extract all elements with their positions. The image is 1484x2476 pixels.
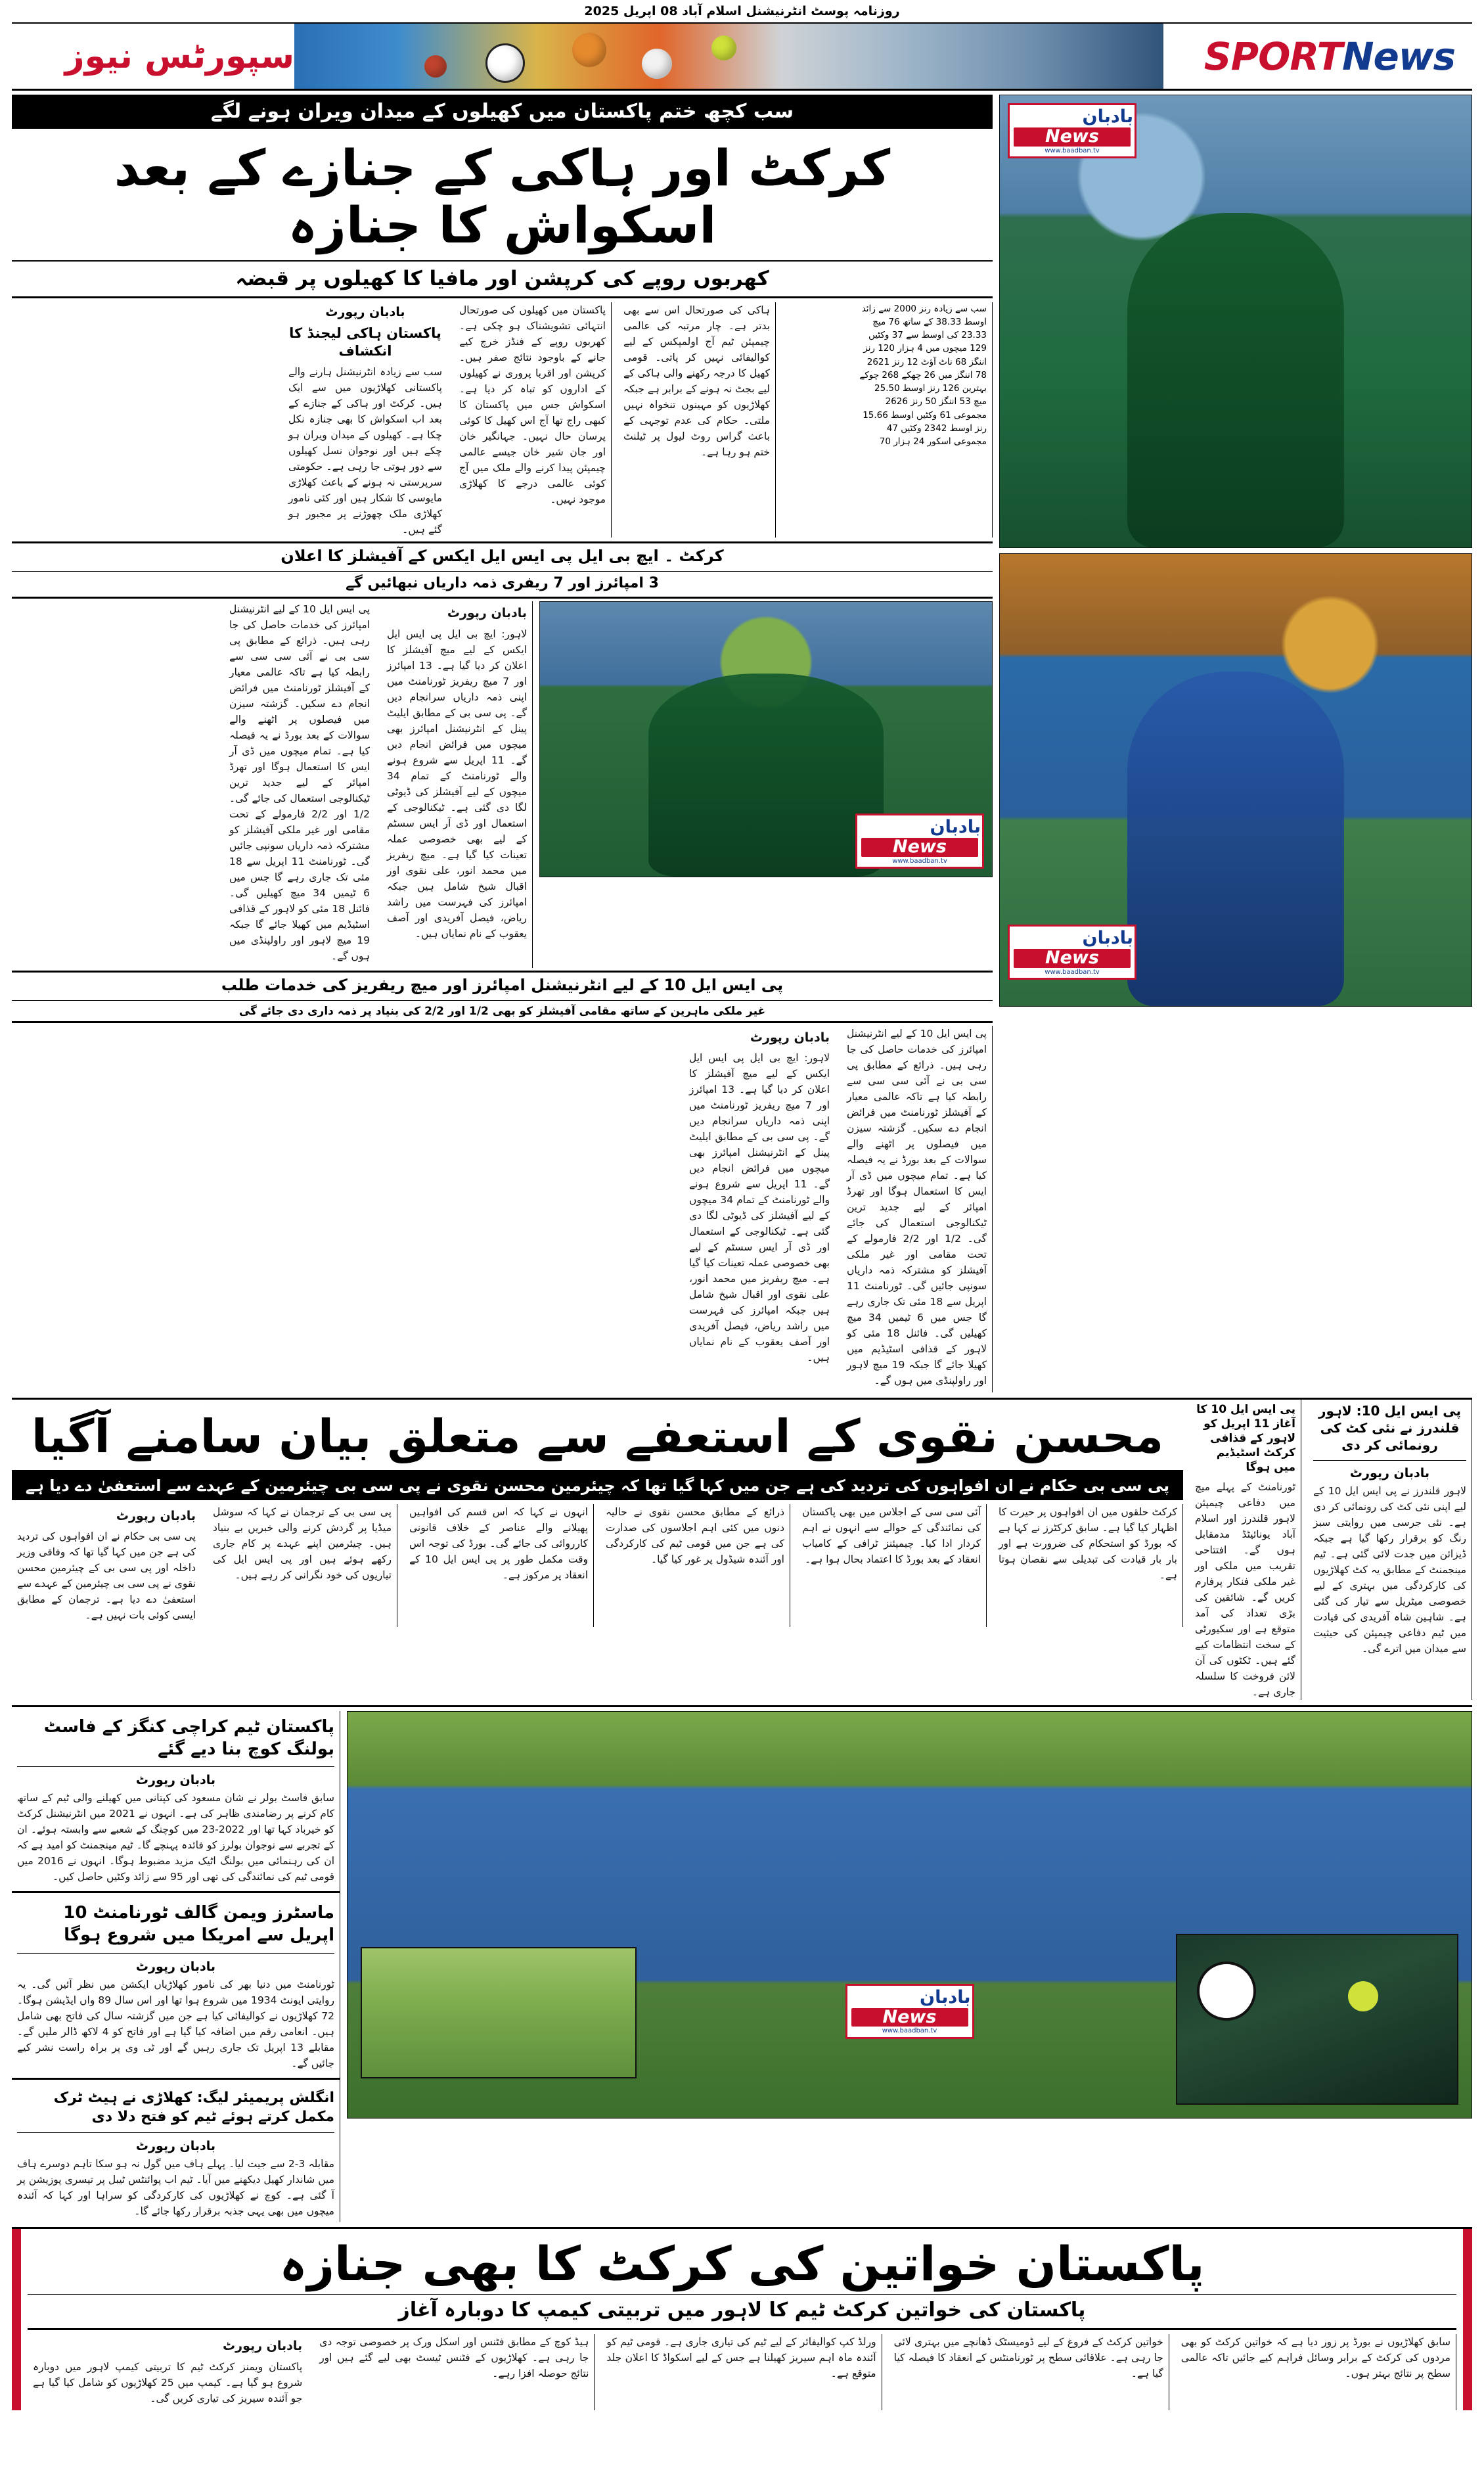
stat-list bbox=[788, 302, 987, 449]
stat-row: اننگز 68 ناٹ آؤٹ 12 رنز 2621 bbox=[866, 356, 987, 367]
basketball-icon bbox=[572, 33, 606, 67]
photo-kohli-batting bbox=[999, 553, 1472, 1007]
lead-content-column bbox=[12, 95, 993, 1392]
footer-col-1 bbox=[28, 2334, 307, 2410]
mohsin-subhead: پی سی بی حکام نے ان افواہوں کی تردید کی ہے جن میں کہا گیا تھا کہ چیئرمین محسن نقوی نے پی سی بی چیئرمین کے عہدے سے استعفیٰ دے دیا ہے bbox=[12, 1471, 1183, 1500]
byline: بادبان رپورٹ bbox=[447, 606, 527, 621]
footer-paragraph: پاکستان ویمنز کرکٹ ٹیم کا تربیتی کیمپ لاہور میں دوبارہ شروع ہو گیا ہے۔ کیمپ میں 25 کھلاڑیوں کو شامل کیا گیا ہے جو آئندہ سیریز کی تیاری کریں گی۔ bbox=[32, 2360, 303, 2404]
watermark-urdu: بادبان bbox=[920, 1986, 971, 2007]
footer-red-stripe bbox=[1463, 2229, 1472, 2410]
footer-col-3 bbox=[601, 2334, 882, 2410]
stat-row: 23.33 کی اوسط سے 37 وکٹیں bbox=[868, 330, 987, 341]
lead-body-row bbox=[12, 302, 993, 538]
lead-body-col-2 bbox=[618, 302, 776, 538]
footer-paragraph: سابق کھلاڑیوں نے بورڈ پر زور دیا ہے کہ خواتین کرکٹ کو بھی مردوں کی کرکٹ کے برابر وسائل فراہم کیے جائیں تاکہ عالمی سطح پر نتائج بہتر ہوں۔ bbox=[1180, 2336, 1450, 2380]
psl-official-body-row bbox=[12, 601, 993, 968]
stat-row: مجموعی اسکور 24 ہزار 70 bbox=[879, 436, 987, 447]
byline: بادبان رپورٹ bbox=[1349, 1466, 1430, 1481]
mohsin-col-6 bbox=[993, 1504, 1183, 1628]
watermark-url: www.baadban.tv bbox=[892, 857, 947, 865]
lead-headline: کرکٹ اور ہاکی کے جنازے کے بعد اسکواش کا جنازہ bbox=[12, 129, 993, 262]
player-figure bbox=[648, 674, 884, 877]
stat-row: اوسط 38.33 کے ساتھ 76 میچ bbox=[872, 316, 987, 327]
stat-row: رنز اوسط 2342 وکٹیں 47 bbox=[886, 423, 987, 434]
psl-services-body: پی ایس ایل 10 کے لیے انٹرنیشنل امپائرز کی خدمات حاصل کی جا رہی ہیں۔ ذرائع کے مطابق پی سی بی نے آئی سی سی سے رابطہ کیا ہے تاکہ عالمی معیار کے آفیشلز ٹورنامنٹ میں فرائض انجام دے سکیں۔ گزشتہ سیزن میں فیصلوں پر اٹھنے والے سوالات کے بعد بورڈ نے یہ فیصلہ کیا ہے۔ تمام میچوں میں ڈی آر ایس کا استعمال ہوگا اور تھرڈ امپائر کے لیے جدید ترین ٹیکنالوجی استعمال کی جائے گی۔ 1/2 اور 2/2 فارمولے کے تحت مقامی اور غیر ملکی آفیشلز کو مشترکہ ذمہ داریاں سونپی جائیں گی۔ ٹورنامنٹ 11 اپریل سے 18 مئی تک جاری رہے گا جس میں 6 ٹیمیں 34 میچ کھیلیں گی۔ فائنل 18 مئی کو لاہور کے قذافی اسٹیڈیم میں کھیلا جائے گا جبکہ 19 میچ لاہور اور راولپنڈی میں ہوں گے۔ bbox=[847, 1027, 987, 1387]
psl-services-row bbox=[12, 1026, 993, 1392]
date-strip bbox=[12, 0, 1472, 22]
lead-paragraph: ہاکی کی صورتحال اس سے بھی بدتر ہے۔ چار مرتبہ کی عالمی چیمپئن ٹیم آج اولمپکس کے لیے کوالیفائی نہیں کر پاتی۔ قومی کھیل کا درجہ رکھنے والی ہاکی کے لیے بجٹ نہ ہونے کے برابر ہے جبکہ کھلاڑیوں کو مہینوں تنخواہ نہیں ملتی۔ حکام کی عدم توجہی کے باعث گراس روٹ لیول پر ٹیلنٹ ختم ہو رہا ہے۔ bbox=[623, 304, 770, 458]
watermark-news: News bbox=[1014, 127, 1131, 146]
lead-photo-column bbox=[999, 95, 1472, 1392]
byline: بادبان رپورٹ bbox=[750, 1030, 830, 1045]
urdu-logo-text: سپورٹس نیوز bbox=[64, 36, 294, 76]
side-news-col bbox=[12, 1711, 340, 2222]
mohsin-paragraph: آئی سی سی کے اجلاس میں بھی پاکستان کی نمائندگی کے حوالے سے انہوں نے اہم کردار ادا کیا۔ چیمپئنز ٹرافی کے کامیاب انعقاد کے بعد بورڈ کا اعتماد بحال ہوا ہے۔ bbox=[802, 1505, 981, 1565]
team-photo-section bbox=[12, 1711, 1472, 2222]
mohsin-paragraph: کرکٹ حلقوں میں ان افواہوں پر حیرت کا اظہار کیا گیا ہے۔ سابق کرکٹرز نے کہا ہے کہ بورڈ کو استحکام کی ضرورت ہے اور بار بار قیادت کی تبدیلی سے نقصان ہوتا ہے۔ bbox=[999, 1505, 1177, 1581]
mohsin-paragraph: پی سی بی حکام نے ان افواہوں کی تردید کی ہے جن میں کہا گیا تھا کہ وفاقی وزیر داخلہ اور پی سی بی کے چیئرمین محسن نقوی نے پی سی بی چیئرمین کے عہدے سے استعفیٰ دے دیا ہے۔ ترجمان کے مطابق ایسی کوئی بات نہیں ہے۔ bbox=[17, 1530, 196, 1622]
lead-section bbox=[12, 95, 1472, 1392]
team-photo-col bbox=[347, 1711, 1472, 2222]
watermark-badban bbox=[845, 1984, 974, 2039]
watermark-news: News bbox=[851, 2008, 968, 2027]
watermark-badban bbox=[855, 814, 984, 869]
lead-body-col-1 bbox=[454, 302, 612, 538]
stat-row: میچ 53 اننگز 50 رنز 2626 bbox=[885, 396, 987, 407]
masthead bbox=[12, 22, 1472, 91]
photo-col-afridi bbox=[539, 601, 993, 968]
byline: بادبان رپورٹ bbox=[325, 304, 405, 319]
watermark-url: www.baadban.tv bbox=[1045, 147, 1100, 154]
mohsin-headline: محسن نقوی کے استعفے سے متعلق بیان سامنے آگیا bbox=[12, 1400, 1183, 1471]
psl-kit-side-body: ٹورنامنٹ کے پہلے میچ میں دفاعی چیمپئن لاہور قلندرز اور اسلام آباد یونائیٹڈ مدمقابل ہوں گے۔ افتتاحی تقریب میں ملکی اور غیر ملکی فنکار پرفارم کریں گے۔ شائقین کی بڑی تعداد کی آمد متوقع ہے اور سکیورٹی کے سخت انتظامات کیے گئے ہیں۔ ٹکٹوں کی آن لائن فروخت کا سلسلہ جاری ہے۔ bbox=[1195, 1480, 1295, 1698]
lead-stats-col bbox=[782, 302, 993, 538]
watermark-urdu: بادبان bbox=[1082, 927, 1133, 948]
side-news-body: مقابلہ 3-2 سے جیت لیا۔ پہلے ہاف میں گول نہ ہو سکا تاہم دوسرے ہاف میں شاندار کھیل دیکھنے میں آیا۔ ٹیم اب پوائنٹس ٹیبل پر تیسری پوزیشن پر آ گئی ہے۔ کوچ نے کھلاڑیوں کی کارکردگی کو سراہا اور کہا کہ آئندہ میچوں میں بھی یہی جذبہ برقرار رکھا جائے گا۔ bbox=[17, 2158, 334, 2218]
psl-services-col-2 bbox=[842, 1026, 993, 1392]
stat-row: مجموعی 61 وکٹیں اوسط 15.66 bbox=[863, 409, 987, 421]
masthead-logo-left bbox=[1163, 24, 1472, 89]
stat-row: بہترین 126 رنز اوسط 25.50 bbox=[874, 383, 987, 394]
footer-col-2 bbox=[314, 2334, 595, 2410]
side-news-item bbox=[12, 1897, 340, 2074]
side-news-headline: ماسٹرز ویمن گالف ٹورنامنٹ 10 اپریل سے امریکا میں شروع ہوگا bbox=[63, 1903, 334, 1946]
psl-services-headline: پی ایس ایل 10 کے لیے انٹرنیشنل امپائرز اور میچ ریفریز کی خدمات طلب bbox=[221, 976, 784, 995]
football-icon bbox=[1197, 1961, 1256, 2021]
cricket-ball-icon bbox=[424, 55, 447, 78]
masthead-photo-band bbox=[294, 24, 1163, 89]
watermark-badban bbox=[1008, 925, 1136, 980]
side-news-headline: پاکستان ٹیم کراچی کنگز کے فاسٹ بولنگ کوچ بنا دیے گئے bbox=[43, 1716, 334, 1759]
watermark-news: News bbox=[1014, 949, 1131, 967]
tennis-ball-icon bbox=[1348, 1981, 1378, 2011]
logo-sport-text: SPORT bbox=[1203, 34, 1343, 79]
psl-kit-side-col bbox=[1190, 1400, 1301, 1700]
stat-row: سب سے زیادہ رنز 2000 سے زائد bbox=[861, 303, 987, 314]
side-news-item bbox=[12, 2084, 340, 2222]
side-news-body: سابق فاسٹ بولر نے شان مسعود کی کپتانی میں کھیلنے والی ٹیم کے ساتھ کام کرنے پر رضامندی ظاہر کی ہے۔ انہوں نے 2021 میں انٹرنیشنل کرکٹ کو خیرباد کہا تھا اور 2022-23 میں کوچنگ کے شعبے سے وابستہ ہوئے۔ ان کے تجربے سے نوجوان بولرز کو فائدہ پہنچے گا۔ ٹیم مینجمنٹ کو امید ہے کہ ان کی رہنمائی میں بولنگ اٹیک مزید مضبوط ہوگا۔ انہوں نے 2016 میں قومی ٹیم کی نمائندگی کی تھی اور 95 سے زائد وکٹیں حاصل کیں۔ bbox=[17, 1792, 334, 1883]
psl-official-headline: کرکٹ ۔ ایچ بی ایل پی ایس ایل ایکس کے آفیشلز کا اعلان bbox=[281, 547, 724, 566]
lead-right-head: پاکستان ہاکی لیجنڈ کا انکشاف bbox=[289, 325, 441, 359]
watermark-urdu: بادبان bbox=[1082, 106, 1133, 127]
mohsin-main bbox=[12, 1400, 1183, 1700]
lead-right-text: سب سے زیادہ انٹرنیشنل ہارنے والے پاکستانی کھلاڑیوں میں سے ایک ہیں۔ کرکٹ اور ہاکی کے جنازے کے بعد اب اسکواش کا بھی جنازہ نکل چکا ہے۔ کھیلوں کے میدان ویران ہو چکے ہیں اور نوجوان نسل کھیلوں سے دور ہوتی جا رہی ہے۔ حکومتی سرپرستی نہ ہونے کے باعث کھلاڑی مایوسی کا شکار ہیں اور کئی نامور کھلاڑی ملک چھوڑنے پر مجبور ہو گئے ہیں۔ bbox=[288, 366, 442, 536]
side-news-headline: انگلش پریمیئر لیگ: کھلاڑی نے ہیٹ ٹرک مکمل کرتے ہوئے ٹیم کو فتح دلا دی bbox=[53, 2090, 334, 2125]
mohsin-col-2 bbox=[208, 1504, 397, 1628]
byline: بادبان رپورٹ bbox=[135, 1773, 216, 1788]
psl-kit-body: لاہور قلندرز نے پی ایس ایل 10 کے لیے اپنی نئی کٹ کی رونمائی کر دی ہے۔ نئی جرسی میں روایتی سبز رنگ کو برقرار رکھا گیا ہے جبکہ ڈیزائن میں جدت لائی گئی ہے۔ ٹیم مینجمنٹ کے مطابق یہ کٹ کھلاڑیوں کی کارکردگی میں بہتری کے لیے خصوصی میٹریل سے تیار کی گئی ہے۔ شاہین شاہ آفریدی کی قیادت میں ٹیم دفاعی چیمپئن کی حیثیت سے میدان میں اترے گی۔ bbox=[1313, 1485, 1466, 1655]
photo-inset-cricket-pitch bbox=[361, 1947, 637, 2078]
player-figure bbox=[1127, 672, 1344, 1006]
tennis-ball-icon bbox=[711, 35, 736, 60]
footer-headline: پاکستان خواتین کی کرکٹ کا بھی جنازہ bbox=[279, 2236, 1205, 2292]
mohsin-col-5 bbox=[797, 1504, 987, 1628]
mohsin-columns bbox=[12, 1504, 1183, 1628]
watermark-news: News bbox=[861, 838, 978, 856]
byline: بادبان رپورٹ bbox=[223, 2339, 303, 2354]
mohsin-section bbox=[12, 1400, 1472, 1700]
stat-row: 129 میچوں میں 4 ہزار 120 رنز bbox=[863, 343, 987, 354]
footer-red-stripe bbox=[12, 2229, 21, 2410]
psl-services-col-1 bbox=[684, 1026, 835, 1392]
watermark-badban bbox=[1008, 103, 1136, 158]
footer-paragraph: خواتین کرکٹ کے فروغ کے لیے ڈومیسٹک ڈھانچے میں بہتری لائی جا رہی ہے۔ علاقائی سطح پر ٹورنامنٹس کے انعقاد کا فیصلہ کیا گیا ہے۔ bbox=[893, 2336, 1163, 2380]
player-figure bbox=[1127, 213, 1344, 547]
watermark-url: www.baadban.tv bbox=[1045, 968, 1100, 976]
volleyball-icon bbox=[642, 49, 672, 79]
lead-subhead: کھربوں روپے کی کرپشن اور مافیا کا کھیلوں پر قبضہ bbox=[12, 262, 993, 298]
masthead-logo-right bbox=[12, 24, 294, 89]
photo-fakhar-celebration bbox=[999, 95, 1472, 548]
psl-official-col-b bbox=[382, 601, 533, 968]
footer-subhead: پاکستان کی خواتین کرکٹ ٹیم کا لاہور میں تربیتی کیمپ کا دوبارہ آغاز bbox=[398, 2299, 1086, 2322]
side-news-item bbox=[12, 1711, 340, 1888]
football-icon bbox=[485, 43, 525, 83]
lead-kicker: سب کچھ ختم پاکستان میں کھیلوں کے میدان ویران ہونے لگے bbox=[12, 95, 993, 129]
watermark-urdu: بادبان bbox=[930, 816, 981, 837]
psl-official-subline: 3 امپائرز اور 7 ریفری ذمہ داریاں نبھائیں گے bbox=[346, 574, 659, 591]
lead-paragraph: پاکستان میں کھیلوں کی صورتحال انتہائی تشویشناک ہو چکی ہے۔ کھربوں روپے کے فنڈز خرچ کیے جانے کے باوجود نتائج صفر ہیں۔ کرپشن اور اقربا پروری نے کھیلوں کے اداروں کو تباہ کر دیا ہے۔ اسکواش جس میں پاکستان کا کبھی راج تھا آج اس کھیل کا کوئی پرسان حال نہیں۔ جہانگیر خان اور جان شیر خان جیسے عالمی چیمپئن پیدا کرنے والے ملک میں آج کوئی عالمی درجے کا کھلاڑی موجود نہیں۔ bbox=[459, 304, 606, 505]
footer-columns bbox=[28, 2334, 1456, 2410]
footer-col-5 bbox=[1176, 2334, 1456, 2410]
byline: بادبان رپورٹ bbox=[135, 2139, 216, 2154]
side-news-body: ٹورنامنٹ میں دنیا بھر کی نامور کھلاڑیاں ایکشن میں نظر آئیں گی۔ یہ روایتی ایونٹ 1934 میں شروع ہوا تھا اور اس سال 89 واں ایڈیشن ہوگا۔ 72 کھلاڑیوں نے کوالیفائی کیا ہے جن میں گزشتہ سال کی فاتح بھی شامل ہیں۔ انعامی رقم میں اضافہ کیا گیا ہے اور فاتح کو 4 لاکھ ڈالر ملیں گے۔ مقابلے 13 اپریل تک جاری رہیں گے اور ٹی وی پر براہ راست نشر کیے جائیں گے۔ bbox=[17, 1979, 334, 2070]
psl-services-body: لاہور: ایچ بی ایل پی ایس ایل ایکس کے لیے میچ آفیشلز کا اعلان کر دیا گیا ہے۔ 13 امپائرز اور 7 میچ ریفریز ٹورنامنٹ میں اپنی ذمہ داریاں سرانجام دیں گے۔ پی سی بی کے مطابق ایلیٹ پینل کے انٹرنیشنل امپائرز بھی میچوں میں فرائض انجام دیں گے۔ 11 اپریل سے شروع ہونے والے ٹورنامنٹ کے تمام 34 میچوں کے لیے آفیشلز کی ڈیوٹی لگا دی گئی ہے۔ ٹیکنالوجی کے استعمال اور ڈی آر ایس سسٹم کے لیے بھی خصوصی عملہ تعینات کیا گیا ہے۔ میچ ریفریز میں محمد انور، علی نقوی اور اقبال شیخ شامل ہیں جبکہ امپائرز کی فہرست میں راشد ریاض، فیصل آفریدی اور آصف یعقوب کے نام نمایاں ہیں۔ bbox=[689, 1052, 830, 1364]
psl-services-subhead: غیر ملکی ماہرین کے ساتھ مقامی آفیشلز کو بھی 1/2 اور 2/2 کی بنیاد پر ذمہ داری دی جائے گی bbox=[238, 1004, 766, 1018]
mohsin-col-3 bbox=[404, 1504, 594, 1628]
footer-paragraph: ورلڈ کپ کوالیفائر کے لیے ٹیم کی تیاری جاری ہے۔ قومی ٹیم کو آئندہ ماہ اہم سیریز کھیلنا ہے جس کے لیے اسکواڈ کا اعلان جلد متوقع ہے۔ bbox=[606, 2336, 876, 2380]
mohsin-paragraph: انہوں نے کہا کہ اس قسم کی افواہیں پھیلانے والے عناصر کے خلاف قانونی کارروائی کی جائے گی۔ بورڈ کی توجہ اس وقت مکمل طور پر پی ایس ایل 10 کے انعقاد پر مرکوز ہے۔ bbox=[409, 1505, 589, 1581]
footer-section bbox=[12, 2229, 1472, 2410]
footer-col-4 bbox=[889, 2334, 1169, 2410]
psl-kit-col bbox=[1308, 1400, 1472, 1700]
photo-football-team bbox=[347, 1711, 1472, 2119]
photo-inset-sports-equipment bbox=[1176, 1934, 1458, 2105]
psl-kit-headline: پی ایس ایل 10: لاہور قلندرز نے نئی کٹ کی رونمائی کر دی bbox=[1318, 1403, 1461, 1454]
psl-official-col-a bbox=[224, 601, 375, 968]
logo-news-text: News bbox=[1342, 34, 1455, 79]
photo-player-batting bbox=[539, 601, 993, 877]
watermark-url: www.baadban.tv bbox=[882, 2027, 937, 2035]
psl-official-body: لاہور: ایچ بی ایل پی ایس ایل ایکس کے لیے میچ آفیشلز کا اعلان کر دیا گیا ہے۔ 13 امپائرز اور 7 میچ ریفریز ٹورنامنٹ میں اپنی ذمہ داریاں سرانجام دیں گے۔ پی سی بی کے مطابق ایلیٹ پینل کے انٹرنیشنل امپائرز بھی میچوں میں فرائض انجام دیں گے۔ 11 اپریل سے شروع ہونے والے ٹورنامنٹ کے تمام 34 میچوں کے لیے آفیشلز کی ڈیوٹی لگا دی گئی ہے۔ ٹیکنالوجی کے استعمال اور ڈی آر ایس سسٹم کے لیے بھی خصوصی عملہ تعینات کیا گیا ہے۔ میچ ریفریز میں محمد انور، علی نقوی اور اقبال شیخ شامل ہیں جبکہ امپائرز کی فہرست میں راشد ریاض، فیصل آفریدی اور آصف یعقوب کے نام نمایاں ہیں۔ bbox=[387, 628, 527, 940]
mohsin-paragraph: ذرائع کے مطابق محسن نقوی نے حالیہ دنوں میں کئی اہم اجلاسوں کی صدارت کی ہے جن میں قومی ٹیم کی کارکردگی اور آئندہ شیڈول پر غور کیا گیا۔ bbox=[606, 1505, 784, 1565]
date-text: روزنامہ پوسٹ انٹرنیشنل اسلام آباد 08 اپریل 2025 bbox=[584, 4, 900, 18]
stat-row: 78 اننگز میں 26 چھکے 268 چوکے bbox=[859, 369, 987, 380]
mohsin-col-1 bbox=[12, 1504, 201, 1628]
mohsin-col-4 bbox=[600, 1504, 790, 1628]
mohsin-paragraph: پی سی بی کے ترجمان نے کہا کہ سوشل میڈیا پر گردش کرنے والی خبریں بے بنیاد ہیں۔ چیئرمین اپنے عہدے پر کام جاری رکھے ہوئے ہیں اور پی ایس ایل کی تیاریوں کی خود نگرانی کر رہے ہیں۔ bbox=[213, 1505, 392, 1581]
psl-kit-side-head: پی ایس ایل 10 کا آغاز 11 اپریل کو لاہور کے قذافی کرکٹ اسٹیڈیم میں ہوگا bbox=[1196, 1403, 1295, 1475]
lead-body-col-0 bbox=[283, 302, 447, 538]
byline: بادبان رپورٹ bbox=[135, 1960, 216, 1974]
sportnews-logo bbox=[1203, 34, 1455, 79]
byline: بادبان رپورٹ bbox=[116, 1508, 196, 1523]
psl-services-body-top: پی ایس ایل 10 کے لیے انٹرنیشنل امپائرز کی خدمات حاصل کی جا رہی ہیں۔ ذرائع کے مطابق پی سی بی نے آئی سی سی سے رابطہ کیا ہے تاکہ عالمی معیار کے آفیشلز ٹورنامنٹ میں فرائض انجام دے سکیں۔ گزشتہ سیزن میں فیصلوں پر اٹھنے والے سوالات کے بعد بورڈ نے یہ فیصلہ کیا ہے۔ تمام میچوں میں ڈی آر ایس کا استعمال ہوگا اور تھرڈ امپائر کے لیے جدید ترین ٹیکنالوجی استعمال کی جائے گی۔ 1/2 اور 2/2 فارمولے کے تحت مقامی اور غیر ملکی آفیشلز کو مشترکہ ذمہ داریاں سونپی جائیں گی۔ ٹورنامنٹ 11 اپریل سے 18 مئی تک جاری رہے گا جس میں 6 ٹیمیں 34 میچ کھیلیں گی۔ فائنل 18 مئی کو لاہور کے قذافی اسٹیڈیم میں کھیلا جائے گا جبکہ 19 میچ لاہور اور راولپنڈی میں ہوں گے۔ bbox=[229, 603, 370, 963]
footer-paragraph: ہیڈ کوچ کے مطابق فٹنس اور اسکل ورک پر خصوصی توجہ دی جا رہی ہے۔ کھلاڑیوں کے فٹنس ٹیسٹ بھی لیے گئے ہیں اور نتائج حوصلہ افزا رہے۔ bbox=[319, 2336, 589, 2380]
